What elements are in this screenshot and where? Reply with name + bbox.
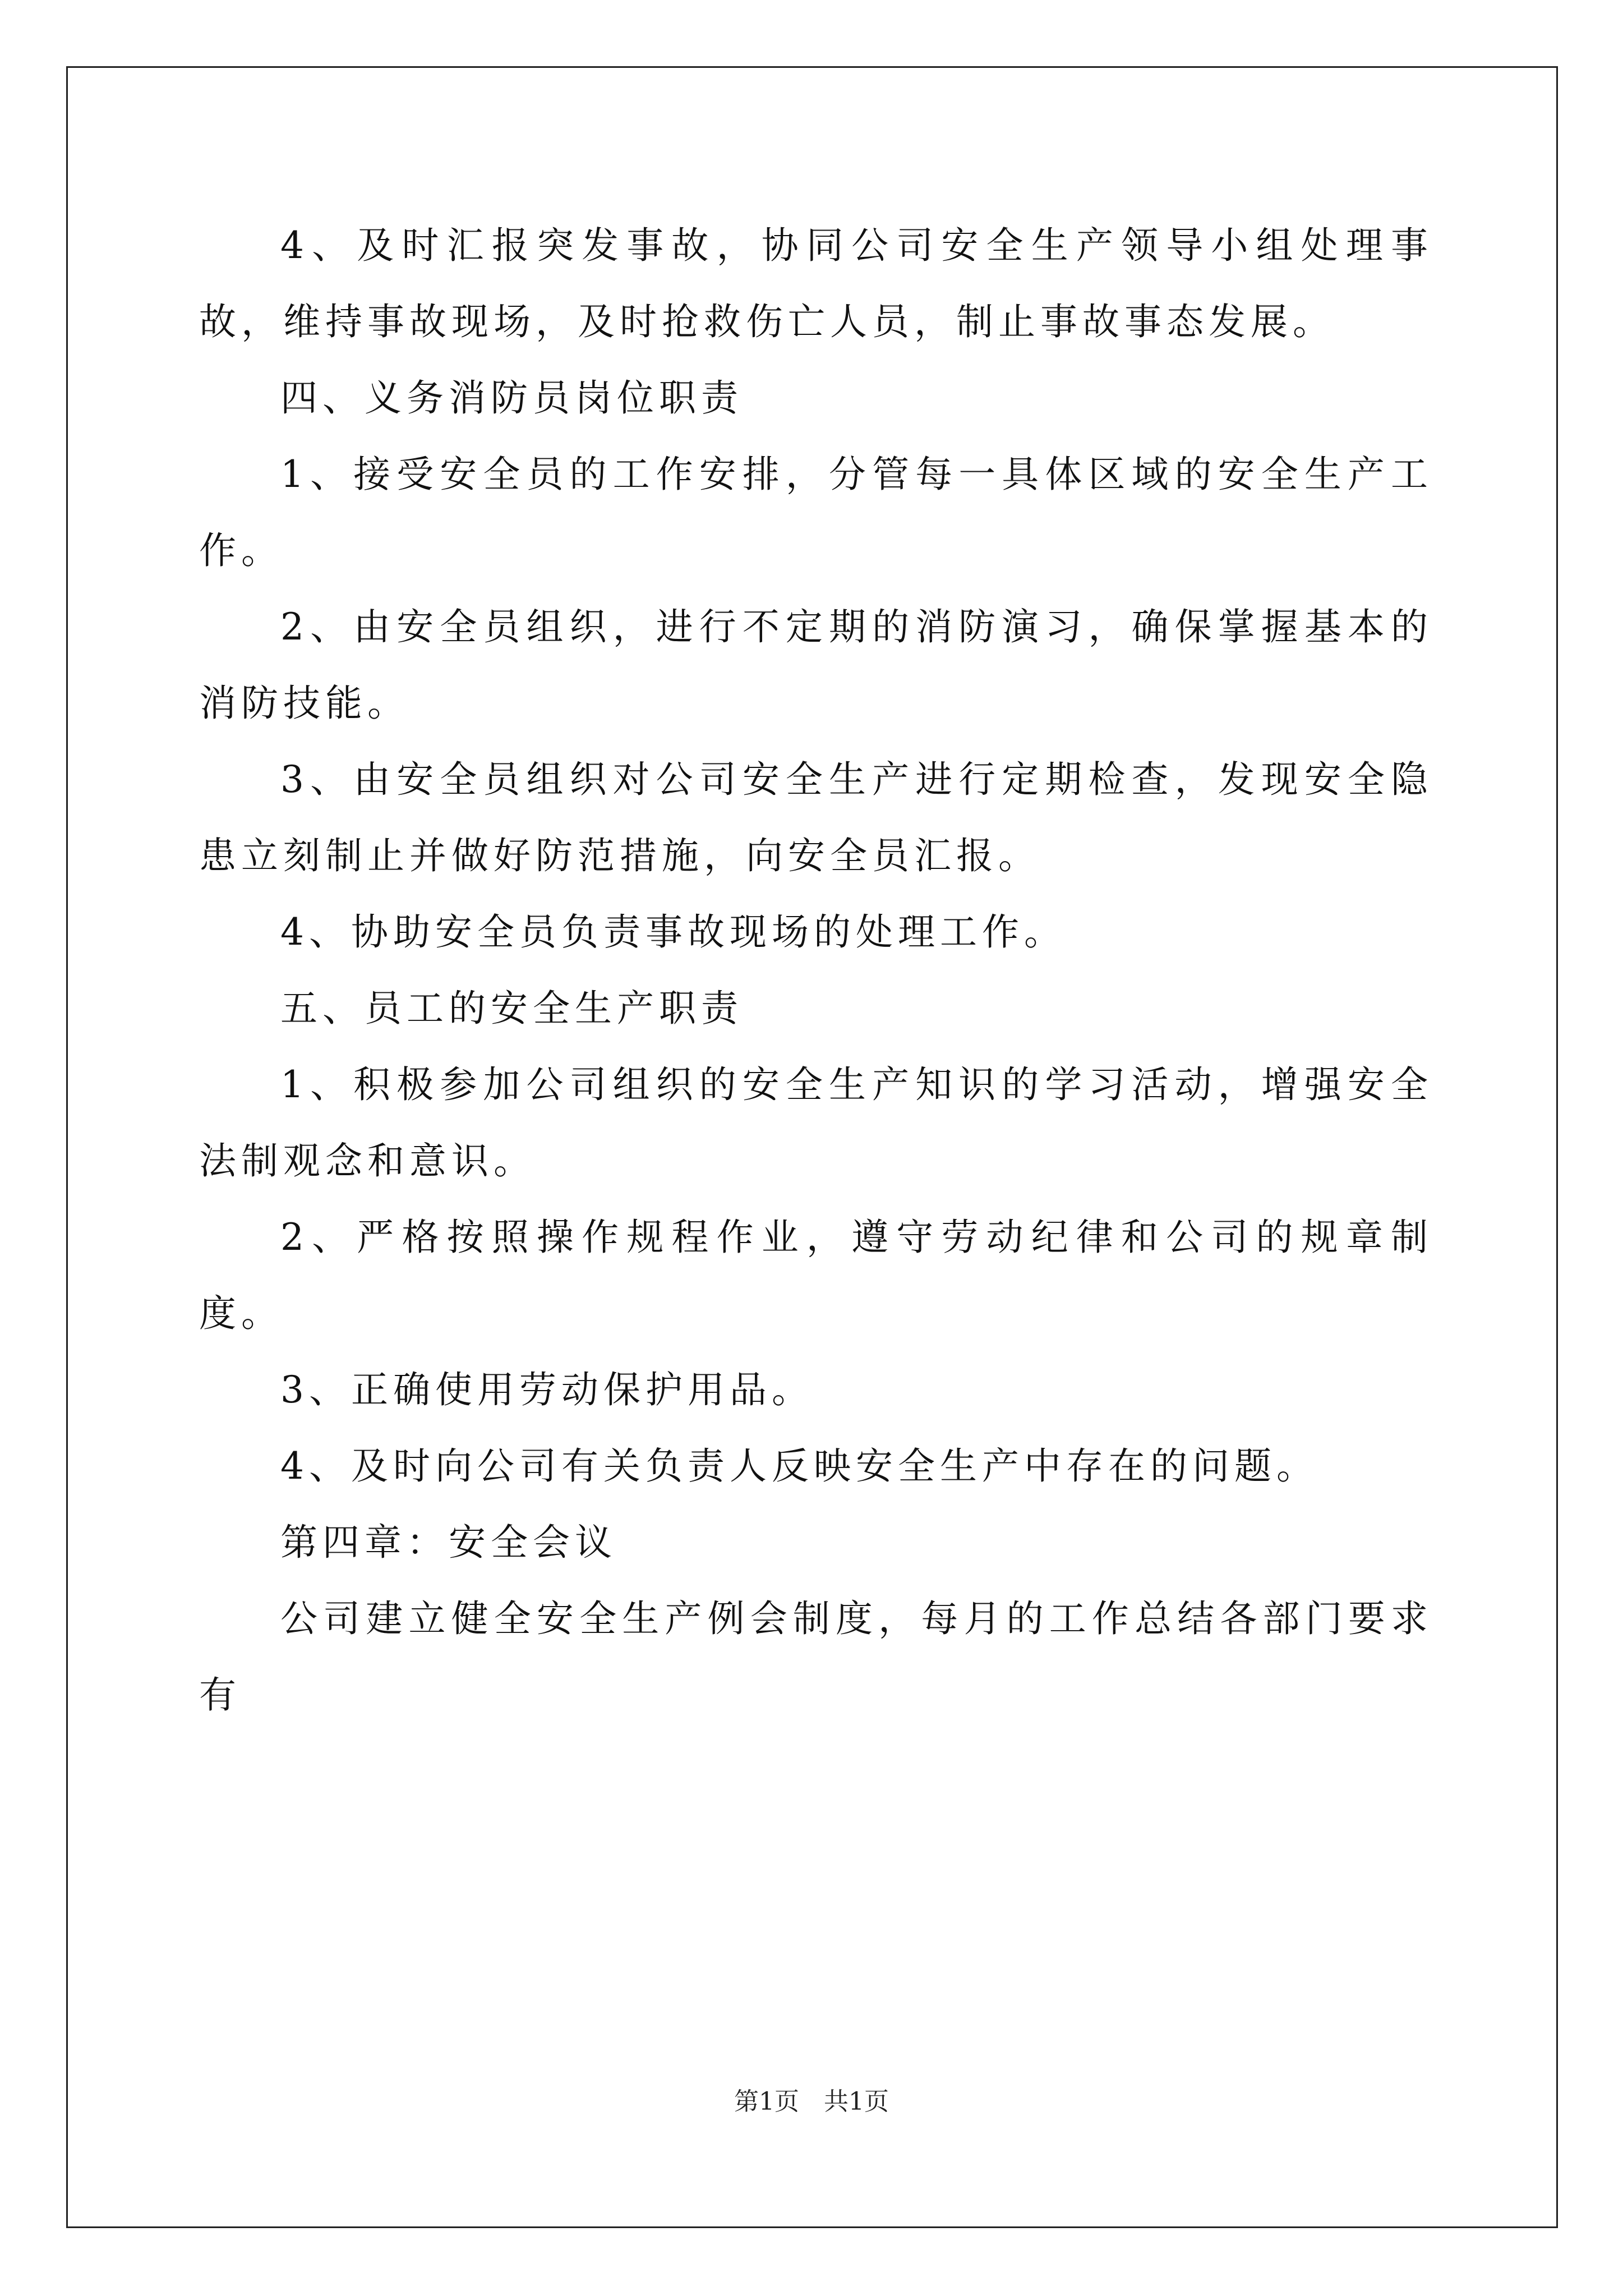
paragraph: 公司建立健全安全生产例会制度，每月的工作总结各部门要求有 — [199, 1597, 1433, 1717]
paragraph: 1、积极参加公司组织的安全生产知识的学习活动，增强安全法制观念和意识。 — [199, 1063, 1433, 1182]
paragraph: 2、由安全员组织，进行不定期的消防演习，确保掌握基本的消防技能。 — [199, 605, 1433, 725]
section-heading: 四、义务消防员岗位职责 — [280, 376, 743, 420]
paragraph: 4、协助安全员负责事故现场的处理工作。 — [280, 910, 1066, 954]
document-body — [199, 208, 1433, 1733]
paragraph: 1、接受安全员的工作安排，分管每一具体区域的安全生产工作。 — [199, 453, 1433, 572]
paragraph: 2、严格按照操作规程作业，遵守劳动纪律和公司的规章制度。 — [199, 1216, 1433, 1335]
page-footer: 第1页 共1页 — [734, 2087, 889, 2116]
paragraph: 4、及时汇报突发事故，协同公司安全生产领导小组处理事故，维持事故现场，及时抢救伤亡人员，制止事故事态发展。 — [199, 224, 1433, 343]
paragraph: 3、由安全员组织对公司安全生产进行定期检查，发现安全隐患立刻制止并做好防范措施，向安全员汇报。 — [199, 758, 1433, 877]
paragraph: 3、正确使用劳动保护用品。 — [280, 1368, 814, 1411]
paragraph: 4、及时向公司有关负责人反映安全生产中存在的问题。 — [280, 1444, 1318, 1488]
chapter-heading: 第四章：安全会议 — [280, 1521, 617, 1564]
section-heading: 五、员工的安全生产职责 — [280, 987, 743, 1030]
